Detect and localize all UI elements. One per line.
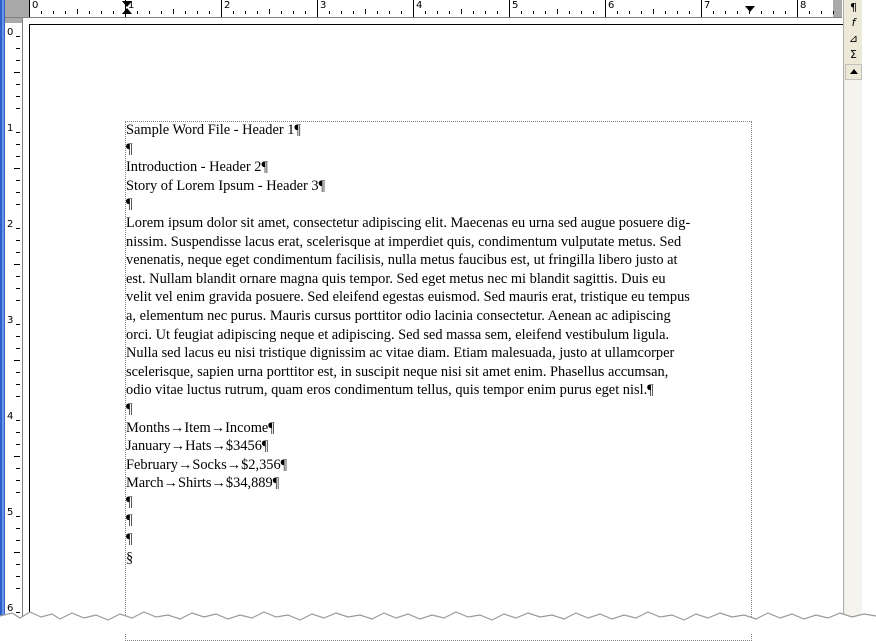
ruler-minor-tick (461, 9, 462, 14)
ruler-minor-tick (14, 168, 20, 169)
ruler-minor-tick (545, 11, 546, 14)
ruler-number: 0 (32, 0, 39, 11)
ruler-minor-tick (16, 348, 20, 349)
ruler-minor-tick (197, 11, 198, 14)
function-icon: f (851, 15, 856, 29)
ruler-minor-tick (557, 9, 558, 14)
ruler-minor-tick (569, 11, 570, 14)
document-body[interactable] (126, 121, 746, 567)
document-line[interactable]: ¶ (126, 493, 133, 510)
ruler-minor-tick (173, 9, 174, 14)
ruler-minor-tick (101, 11, 102, 14)
ruler-minor-tick (16, 48, 20, 49)
ruler-minor-tick (497, 11, 498, 14)
ruler-major-tick (29, 0, 30, 17)
document-line[interactable]: ¶ (126, 140, 133, 157)
ruler-number: 1 (7, 123, 14, 134)
document-line[interactable]: venenatis, neque eget condimentum facilisis, nulla metus faucibus est, ut fringilla libero justo at (126, 252, 678, 269)
ruler-minor-tick (725, 11, 726, 14)
sigma-icon: Σ (850, 47, 857, 61)
ruler-major-tick (797, 0, 798, 17)
document-line[interactable]: Introduction - Header 2¶ (126, 159, 268, 176)
ruler-major-tick (605, 0, 606, 17)
ruler-minor-tick (269, 9, 270, 14)
ruler-number: 2 (224, 0, 231, 11)
ruler-minor-tick (305, 11, 306, 14)
ruler-minor-tick (665, 11, 666, 14)
torn-edge-decoration (0, 606, 876, 634)
horizontal-ruler[interactable] (5, 0, 842, 18)
document-line[interactable]: est. Nullam blandit ornare magna quis tempor. Sed eget metus nec mi blandit sagittis. Duis eu (126, 270, 666, 287)
ruler-minor-tick (16, 384, 20, 385)
document-line[interactable]: ¶ (126, 400, 133, 417)
ruler-minor-tick (16, 132, 20, 133)
ruler-minor-tick (521, 11, 522, 14)
ruler-number: 7 (704, 0, 711, 11)
ruler-minor-tick (16, 180, 20, 181)
ruler-minor-tick (233, 11, 234, 14)
sum-button[interactable] (845, 47, 862, 61)
ruler-minor-tick (16, 144, 20, 145)
ruler-minor-tick (473, 11, 474, 14)
ruler-major-tick (221, 0, 222, 17)
document-line[interactable]: scelerisque, sapien urna porttitor est, in suscipit neque nisi sit amet enim. Phasellus accumsan, (126, 363, 669, 380)
hanging-indent-marker[interactable] (122, 8, 132, 14)
document-line[interactable]: March→Shirts→$34,889¶ (126, 475, 280, 492)
ruler-minor-tick (16, 564, 20, 565)
vertical-ruler[interactable] (5, 18, 23, 634)
document-line[interactable]: Lorem ipsum dolor sit amet, consectetur adipiscing elit. Maecenas eu urna sed augue posuere dig- (126, 214, 691, 231)
ruler-number: 4 (416, 0, 423, 11)
ruler-minor-tick (14, 360, 20, 361)
document-line[interactable]: a, elementum nec purus. Mauris cursus porttitor odio lacinia consectetur. Aenean ac adipiscing (126, 307, 671, 324)
ruler-minor-tick (185, 11, 186, 14)
ruler-number: 0 (7, 27, 14, 38)
ruler-number: 6 (7, 603, 14, 614)
right-indent-marker[interactable] (745, 6, 755, 12)
ruler-minor-tick (353, 11, 354, 14)
ruler-number: 3 (7, 315, 14, 326)
ruler-minor-tick (581, 11, 582, 14)
ruler-minor-tick (16, 96, 20, 97)
ruler-minor-tick (16, 276, 20, 277)
arrow-up-icon (850, 69, 858, 74)
ruler-minor-tick (113, 11, 114, 14)
ruler-minor-tick (833, 11, 834, 14)
ruler-minor-tick (677, 11, 678, 14)
ruler-number: 6 (608, 0, 615, 11)
ruler-minor-tick (14, 264, 20, 265)
ruler-minor-tick (617, 11, 618, 14)
ruler-number: 8 (800, 0, 807, 11)
document-line[interactable]: odio vitae luctus rutrum, quam eros condimentum tellus, quis tempor enim purus eget nisl.¶ (126, 382, 654, 399)
ruler-minor-tick (437, 11, 438, 14)
ruler-minor-tick (16, 444, 20, 445)
ruler-minor-tick (257, 11, 258, 14)
scroll-up-button[interactable] (845, 64, 862, 80)
ruler-minor-tick (16, 156, 20, 157)
ruler-left-margin (5, 0, 29, 17)
ruler-minor-tick (53, 11, 54, 14)
document-line[interactable]: Sample Word File - Header 1¶ (126, 122, 301, 138)
ruler-number: 1 (128, 0, 135, 11)
vertical-scrollbar-track[interactable] (845, 80, 862, 634)
ruler-minor-tick (809, 11, 810, 14)
document-line[interactable]: nissim. Suspendisse lacus erat, scelerisque at imperdiet quis, condimentum vulputate metus. Sed (126, 233, 682, 250)
ruler-minor-tick (713, 11, 714, 14)
document-line[interactable]: orci. Ut feugiat adipiscing neque et adipiscing. Sed sed massa sem, eleifend vestibulum ligula. (126, 326, 670, 343)
ruler-minor-tick (821, 11, 822, 14)
ruler-minor-tick (16, 492, 20, 493)
ruler-minor-tick (641, 11, 642, 14)
ruler-minor-tick (16, 36, 20, 37)
document-line[interactable]: velit vel enim gravida posuere. Sed eleifend egestas euismod. Sed mauris erat, tristique eu tempus (126, 289, 690, 306)
ruler-minor-tick (401, 11, 402, 14)
ruler-minor-tick (785, 11, 786, 14)
ruler-major-tick (701, 0, 702, 17)
ruler-minor-tick (16, 84, 20, 85)
ruler-major-tick (413, 0, 414, 17)
triangle-icon: ⊿ (848, 31, 859, 45)
ruler-minor-tick (737, 11, 738, 14)
ruler-number: 5 (7, 507, 14, 518)
ruler-minor-tick (16, 252, 20, 253)
ruler-minor-tick (16, 432, 20, 433)
ruler-minor-tick (329, 11, 330, 14)
ruler-minor-tick (16, 372, 20, 373)
ruler-minor-tick (245, 11, 246, 14)
ruler-minor-tick (209, 11, 210, 14)
ruler-minor-tick (773, 11, 774, 14)
ruler-minor-tick (77, 9, 78, 14)
ruler-right-margin (833, 0, 842, 17)
ruler-minor-tick (16, 60, 20, 61)
ruler-minor-tick (16, 192, 20, 193)
ruler-minor-tick (16, 324, 20, 325)
page-left-edge (29, 24, 30, 634)
ruler-minor-tick (149, 11, 150, 14)
ruler-minor-tick (16, 108, 20, 109)
show-paragraph-marks-button[interactable] (845, 0, 862, 14)
function-button[interactable] (845, 15, 862, 29)
ruler-minor-tick (689, 11, 690, 14)
document-line[interactable]: February→Socks→$2,356¶ (126, 456, 288, 473)
first-line-indent-marker[interactable] (122, 1, 132, 7)
ruler-top-margin (5, 18, 22, 23)
ruler-minor-tick (16, 420, 20, 421)
ruler-minor-tick (14, 552, 20, 553)
ruler-number: 2 (7, 219, 14, 230)
ruler-minor-tick (485, 11, 486, 14)
side-toolbar (843, 0, 863, 634)
ruler-minor-tick (449, 11, 450, 14)
ruler-minor-tick (425, 11, 426, 14)
ruler-minor-tick (377, 11, 378, 14)
ruler-major-tick (317, 0, 318, 17)
document-line[interactable]: § (126, 549, 134, 566)
ruler-minor-tick (14, 72, 20, 73)
document-line[interactable]: Story of Lorem Ipsum - Header 3¶ (126, 177, 326, 194)
ruler-number: 3 (320, 0, 327, 11)
ruler-minor-tick (629, 11, 630, 14)
ruler-minor-tick (389, 11, 390, 14)
ruler-minor-tick (533, 11, 534, 14)
ruler-minor-tick (16, 396, 20, 397)
page-top-edge (29, 24, 843, 25)
ruler-minor-tick (281, 11, 282, 14)
document-page-area[interactable] (23, 18, 843, 634)
ruler-minor-tick (16, 480, 20, 481)
triangle-button[interactable] (845, 31, 862, 45)
ruler-major-tick (509, 0, 510, 17)
window-right-margin (862, 0, 876, 634)
ruler-minor-tick (16, 576, 20, 577)
ruler-minor-tick (341, 11, 342, 14)
ruler-minor-tick (89, 11, 90, 14)
ruler-minor-tick (41, 11, 42, 14)
ruler-minor-tick (16, 540, 20, 541)
document-line[interactable]: ¶ (126, 512, 133, 529)
ruler-minor-tick (16, 300, 20, 301)
ruler-number: 5 (512, 0, 519, 11)
ruler-minor-tick (161, 11, 162, 14)
ruler-minor-tick (761, 11, 762, 14)
ruler-minor-tick (16, 204, 20, 205)
pilcrow-icon: ¶ (850, 0, 857, 14)
ruler-number: 4 (7, 411, 14, 422)
ruler-minor-tick (137, 11, 138, 14)
document-line[interactable]: January→Hats→$3456¶ (126, 438, 269, 455)
ruler-minor-tick (16, 468, 20, 469)
document-line[interactable]: Nulla sed lacus eu nisi tristique dignissim ac vitae diam. Etiam malesuada, justo at ullamcorper (126, 345, 675, 362)
ruler-minor-tick (16, 288, 20, 289)
ruler-minor-tick (16, 336, 20, 337)
document-line[interactable]: Months→Item→Income¶ (126, 419, 275, 436)
ruler-minor-tick (65, 11, 66, 14)
ruler-minor-tick (16, 516, 20, 517)
ruler-minor-tick (16, 588, 20, 589)
ruler-minor-tick (365, 9, 366, 14)
ruler-minor-tick (293, 11, 294, 14)
ruler-minor-tick (653, 9, 654, 14)
ruler-minor-tick (16, 240, 20, 241)
ruler-minor-tick (14, 456, 20, 457)
ruler-minor-tick (593, 11, 594, 14)
document-line[interactable]: ¶ (126, 531, 133, 548)
ruler-minor-tick (16, 528, 20, 529)
ruler-minor-tick (16, 228, 20, 229)
document-line[interactable]: ¶ (126, 196, 133, 213)
